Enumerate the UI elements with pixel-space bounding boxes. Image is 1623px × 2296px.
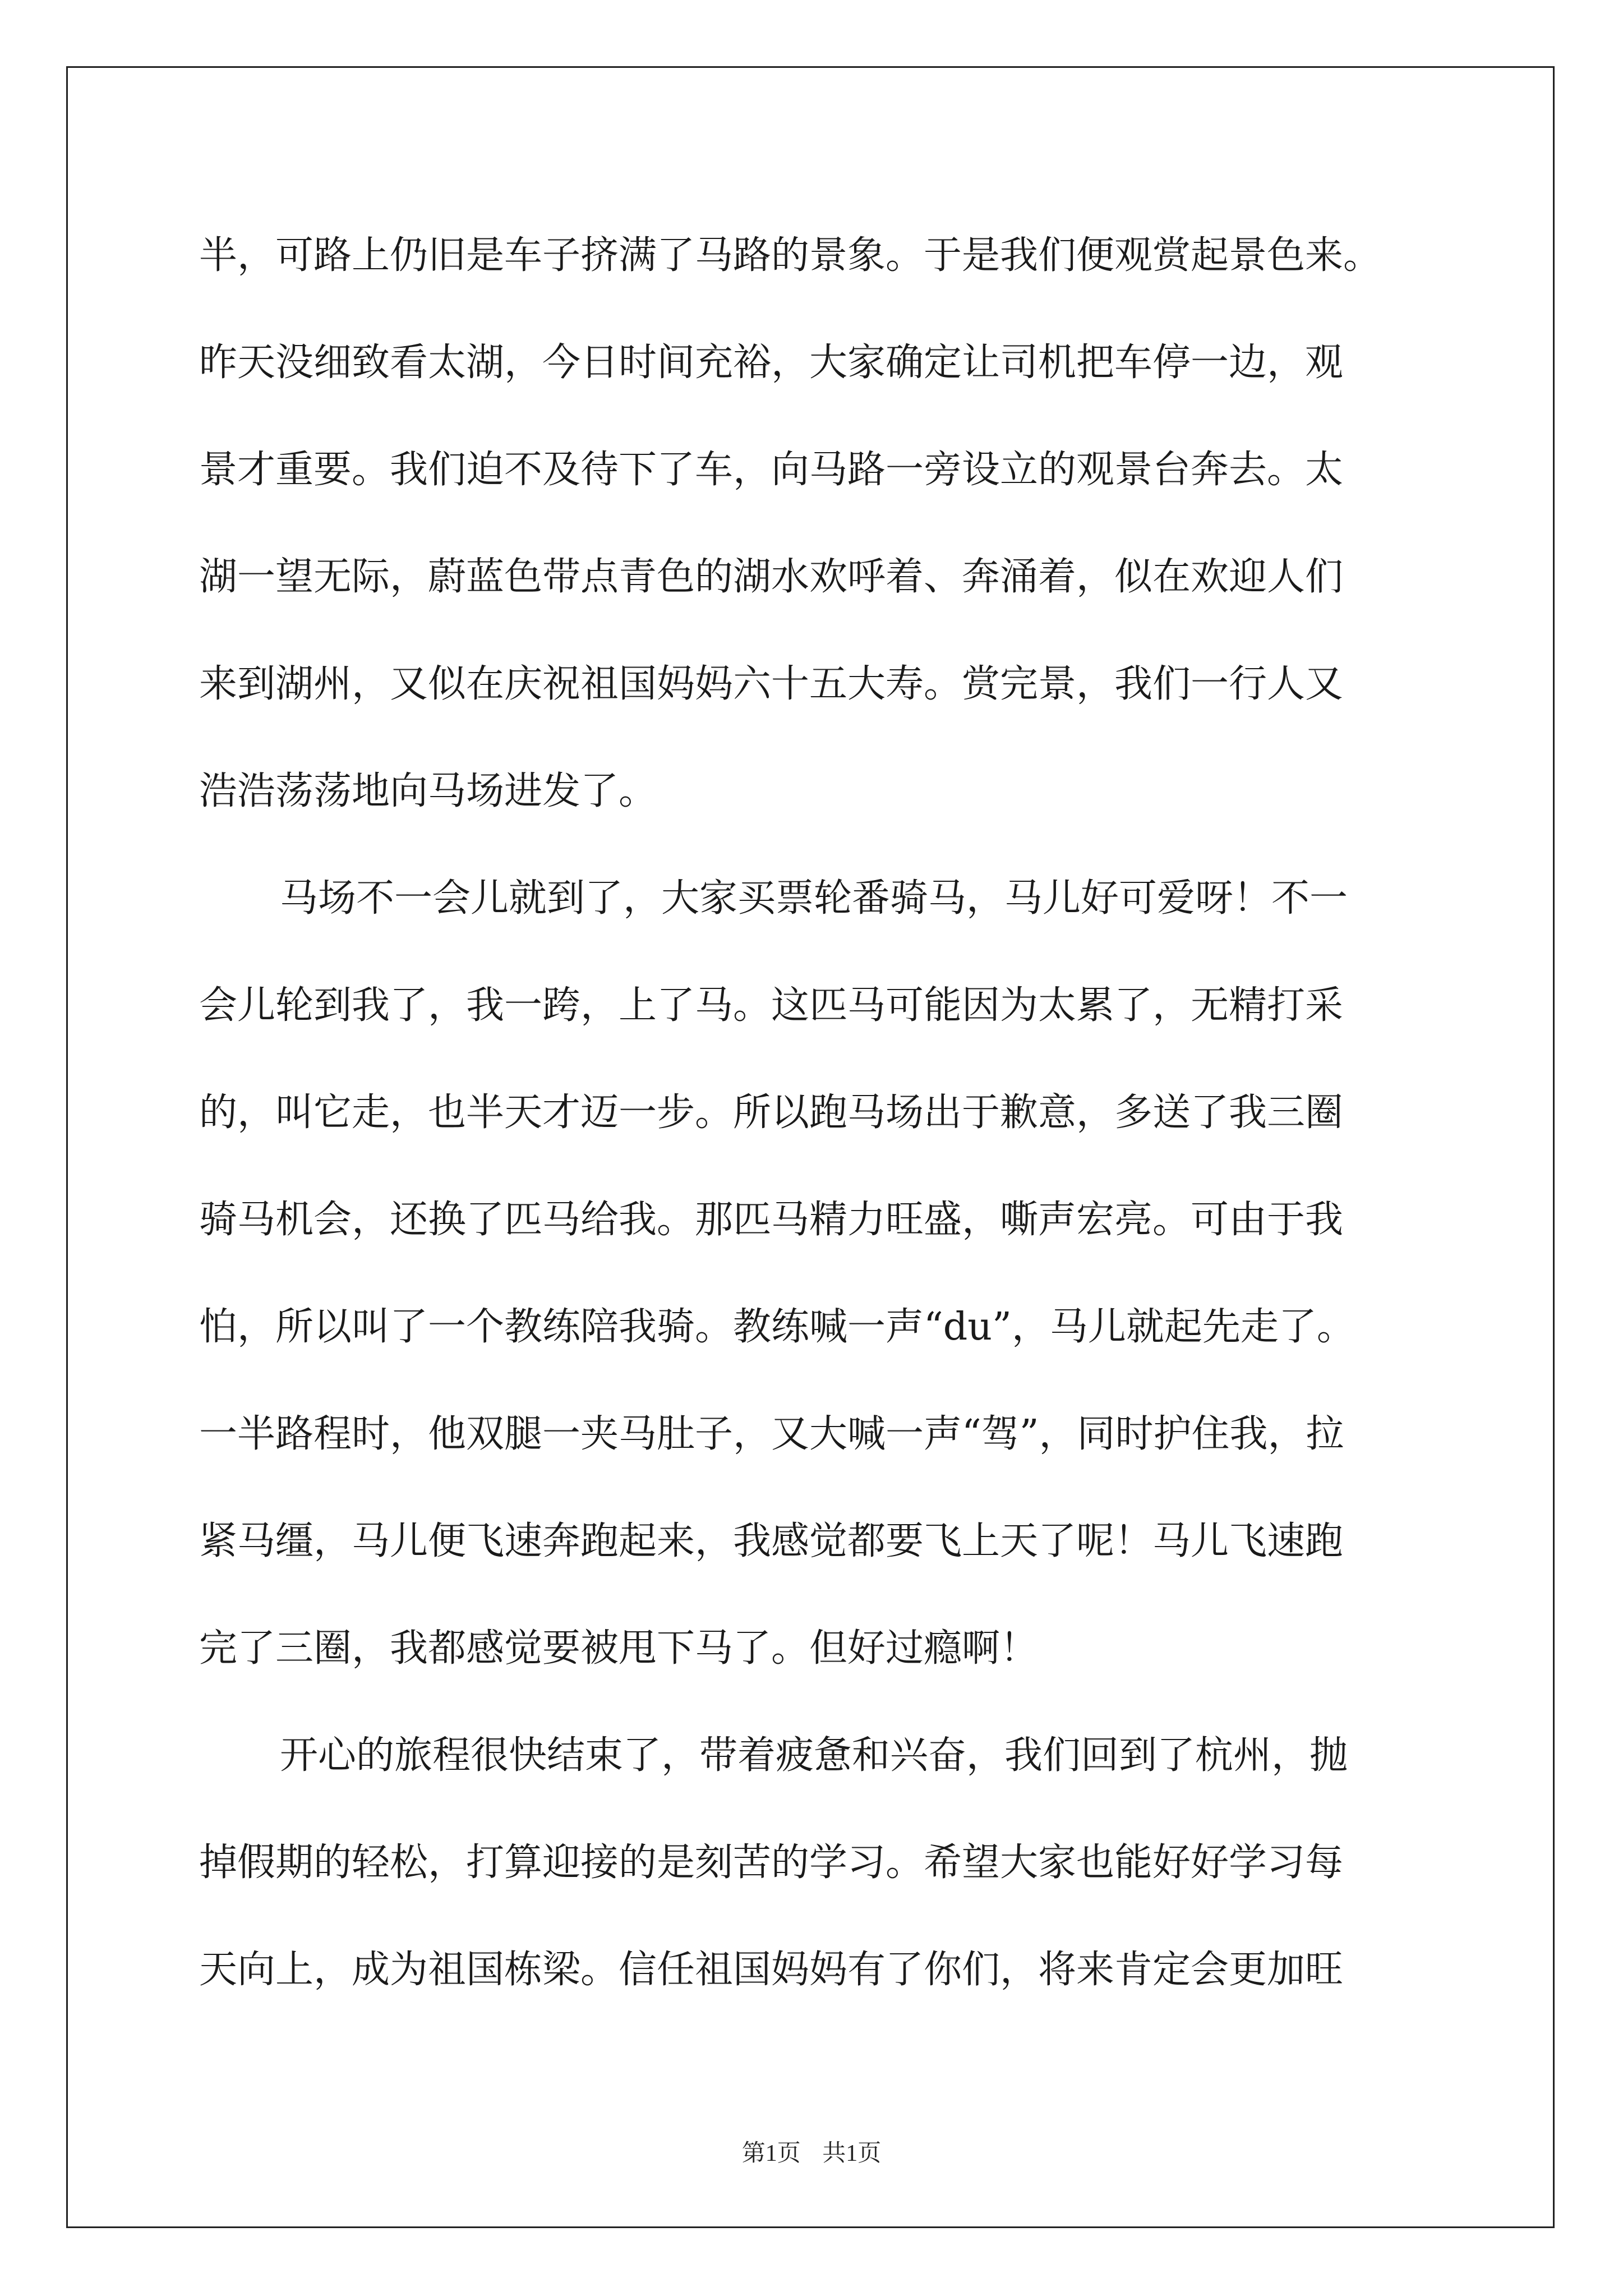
text-line: 半，可路上仍旧是车子挤满了马路的景象。于是我们便观赏起景色来。 bbox=[199, 233, 1382, 278]
page-total: 共1页 bbox=[822, 2141, 882, 2166]
text-line: 紧马缰，马儿便飞速奔跑起来，我感觉都要飞上天了呢！马儿飞速跑 bbox=[199, 1519, 1344, 1563]
text-line: 马场不一会儿就到了，大家买票轮番骑马，马儿好可爱呀！不一 bbox=[280, 876, 1348, 921]
text-line: 昨天没细致看太湖，今日时间充裕，大家确定让司机把车停一边，观 bbox=[199, 341, 1344, 385]
text-line: 来到湖州，又似在庆祝祖国妈妈六十五大寿。赏完景，我们一行人又 bbox=[199, 662, 1344, 706]
page-number: 第1页 bbox=[741, 2141, 801, 2166]
text-line: 的，叫它走，也半天才迈一步。所以跑马场出于歉意，多送了我三圈 bbox=[199, 1091, 1344, 1135]
text-line: 怕，所以叫了一个教练陪我骑。教练喊一声“du”，马儿就起先走了。 bbox=[199, 1305, 1355, 1349]
page-footer bbox=[0, 2134, 1623, 2168]
text-line: 湖一望无际，蔚蓝色带点青色的湖水欢呼着、奔涌着，似在欢迎人们 bbox=[199, 555, 1344, 599]
text-line: 会儿轮到我了，我一跨，上了马。这匹马可能因为太累了，无精打采 bbox=[199, 983, 1344, 1028]
text-line: 浩浩荡荡地向马场进发了。 bbox=[199, 769, 657, 813]
text-line: 开心的旅程很快结束了，带着疲惫和兴奋，我们回到了杭州，抛 bbox=[280, 1733, 1348, 1778]
text-line: 景才重要。我们迫不及待下了车，向马路一旁设立的观景台奔去。太 bbox=[199, 448, 1344, 492]
text-line: 一半路程时，他双腿一夹马肚子，又大喊一声“驾”，同时护住我，拉 bbox=[199, 1412, 1344, 1456]
text-line: 骑马机会，还换了匹马给我。那匹马精力旺盛，嘶声宏亮。可由于我 bbox=[199, 1198, 1344, 1242]
document-body bbox=[199, 202, 1427, 2023]
text-line: 天向上，成为祖国栋梁。信任祖国妈妈有了你们，将来肯定会更加旺 bbox=[199, 1948, 1344, 1992]
text-line: 完了三圈，我都感觉要被甩下马了。但好过瘾啊！ bbox=[199, 1626, 1039, 1671]
text-line: 掉假期的轻松，打算迎接的是刻苦的学习。希望大家也能好好学习每 bbox=[199, 1841, 1344, 1885]
